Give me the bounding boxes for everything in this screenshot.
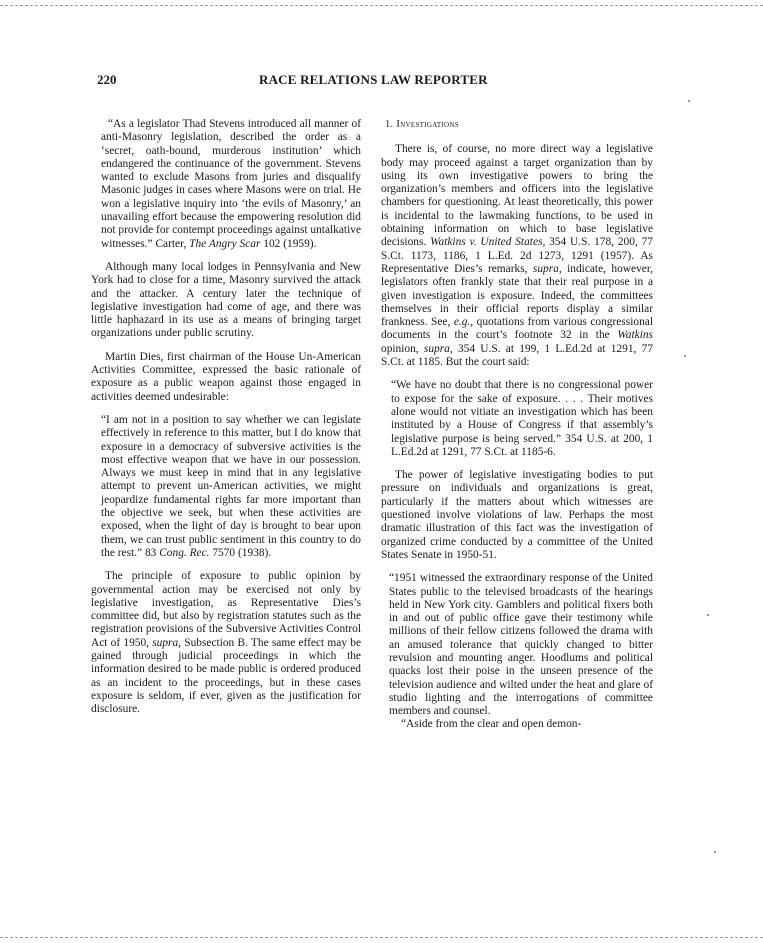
- masonry-paragraph: Although many local lodges in Pennsylvania and New York had to close for a time, Masonry survived the attack and the attacker. A century later the technique of legislative investigation had come of age, and there was little haphazard in its use as a means of bringing target organizations under public scrutiny.: [91, 260, 361, 340]
- watkins-quote: “We have no doubt that there is no congressional power to expose for the sake of exposure. . . . Their motives alone would not vitiate an investigation which has been instituted by a House of Congress if that assembly’s legislative purpose is being served.” 354 U.S. at 200, 1 L.Ed.2d at 1291, 77 S.Ct. at 1185-6.: [391, 379, 653, 458]
- crime-quote-paragraph-2: “Aside from the clear and open demon-: [401, 718, 582, 731]
- scan-speck: [684, 355, 686, 357]
- top-dashed-border: [0, 5, 763, 6]
- stevens-quote: “As a legislator Thad Stevens introduced all manner of anti-Masonry legislation, described the order as a ‘secret, oath-bound, murderous institution’ which endangered the continuance of the government. Stevens wanted to exclude Masons from juries and disqualify Masonic judges in cases where Masons were on trial. He won a legislative inquiry into ‘the evils of Masonry,’ an unavailing effort because the empowering resolution did not provide for contempt proceedings against untalkative witnesses.” Carter, The Angry Scar 102 (1959).: [101, 118, 362, 250]
- running-head: RACE RELATIONS LAW REPORTER: [259, 72, 488, 87]
- scan-speck: [714, 851, 716, 853]
- right-column: [381, 118, 653, 744]
- dies-paragraph: Martin Dies, first chairman of the House Un-American Activities Committee, expressed the basic rationale of exposure as a public weapon against those engaged in activities deemed undesirable:: [91, 350, 361, 403]
- exposure-principle-paragraph: The principle of exposure to public opinion by governmental action may be exercised not only by legislative investigation, as Representative Dies’s committee did, but also by registration statutes such as the registration provisions of the Subversive Activities Control Act of 1950, supra, Subsection B. The same effect may be gained through judicial proceedings in which the information desired to be made public is ordered produced as an incident to the proceedings, but in these cases exposure is seldom, if ever, given as the justification for disclosure.: [91, 570, 361, 716]
- left-column: [91, 118, 361, 726]
- scan-speck: [707, 614, 709, 616]
- page-number: 220: [97, 72, 117, 87]
- crime-quote-paragraph-1: “1951 witnessed the extraordinary response of the United States public to the televised broadcasts of the hearings held in New York city. Gamblers and political fixers both in and out of public office gave their testimony while millions of their fellow citizens followed the drama with an amused tolerance that quickly changed to bitter revulsion and mounting anger. Hoodlums and political quacks lost their poise in the unseen presence of the television audience and wilted under the heat and glare of studio lighting and the interrogations of committee members and counsel.: [389, 572, 653, 718]
- bottom-dashed-border: [0, 937, 763, 938]
- section-heading: 1. Investigations: [385, 119, 459, 130]
- crime-hearings-quote: [389, 572, 653, 732]
- investigating-power-paragraph: The power of legislative investigating bodies to put pressure on individuals and organizations is great, particularly if the matters about which witnesses are questioned involve violations of law. Perhaps the most dramatic illustration of this fact was the investigation of organized crime conducted by a committee of the United States Senate in 1950-51.: [381, 469, 653, 561]
- scan-speck: [688, 100, 690, 102]
- investigations-paragraph: There is, of course, no more direct way a legislative body may proceed against a target organization than by using its own investigative powers to bring the organization’s members and officers into the legislative chambers for questioning. At least theoretically, this power is incidental to the lawmaking functions, to be used in obtaining information on which to base legislative decisions. Watkins v. United States, 354 U.S. 178, 200, 77 S.Ct. 1173, 1186, 1 L.Ed. 2d 1273, 1291 (1957). As Representative Dies’s remarks, supra, indicate, however, legislators often frankly state that their real purpose in a given investigation is exposure. Indeed, the committees themselves in their official reports display a similar frankness. See, e.g., quotations from various congressional documents in the court’s footnote 32 in the Watkins opinion, supra, 354 U.S. at 199, 1 L.Ed.2d at 1291, 77 S.Ct. at 1185. But the court said:: [381, 143, 653, 369]
- dies-quote: “I am not in a position to say whether we can legislate effectively in reference to this matter, but I do know that exposure in a democracy of subversive activities is the most effective weapon that we have in our possession. Always we must keep in mind that in any legislative attempt to prevent un-American activities, we might jeopardize fundamental rights far more important than the objective we seek, but when these activities are exposed, when the light of day is brought to bear upon them, we can trust public sentiment in this country to do the rest.” 83 Cong. Rec. 7570 (1938).: [101, 413, 361, 559]
